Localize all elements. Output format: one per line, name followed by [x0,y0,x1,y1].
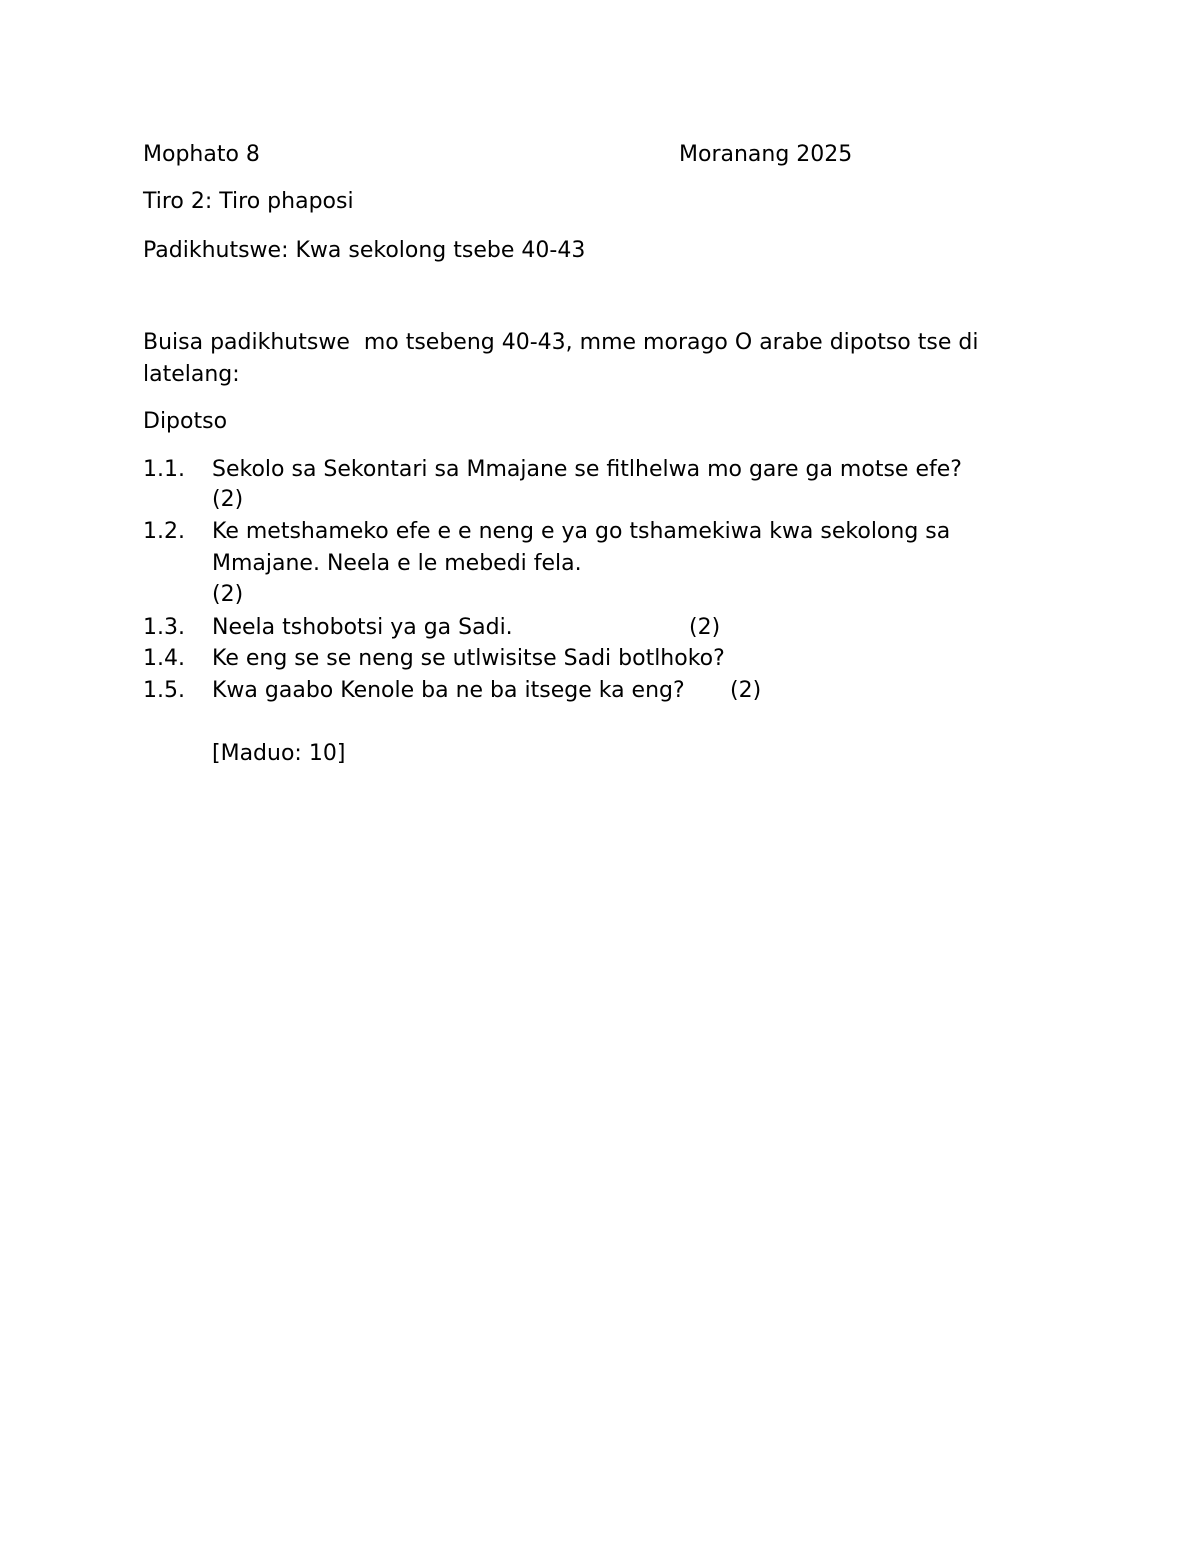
term-label: Moranang 2025 [679,142,853,167]
question-text: Neela tshobotsi ya ga Sadi. [212,615,513,640]
question-number: 1.3. [143,615,185,640]
question-number: 1.1. [143,457,185,482]
question-number: 1.5. [143,678,185,703]
question-text: Sekolo sa Sekontari sa Mmajane se fitlhelwa mo gare ga motse efe? [212,457,962,482]
grade-label: Mophato 8 [143,142,260,167]
question-mark: (2) [730,678,762,703]
task-title: Tiro 2: Tiro phaposi [143,189,354,214]
reading-reference: Padikhutswe: Kwa sekolong tsebe 40-43 [143,238,586,263]
instruction-line-1: Buisa padikhutswe mo tsebeng 40-43, mme morago O arabe dipotso tse di [143,330,979,355]
question-mark: (2) [212,487,244,512]
questions-heading: Dipotso [143,409,228,434]
question-text-continued: Mmajane. Neela e le mebedi fela. [212,551,582,576]
question-mark: (2) [212,582,244,607]
total-marks: [Maduo: 10] [212,741,346,766]
question-number: 1.2. [143,519,185,544]
question-text: Kwa gaabo Kenole ba ne ba itsege ka eng? [212,678,685,703]
question-mark: (2) [689,615,721,640]
question-text: Ke eng se se neng se utlwisitse Sadi botlhoko? [212,646,725,671]
instruction-line-2: latelang: [143,362,240,387]
question-text: Ke metshameko efe e e neng e ya go tshamekiwa kwa sekolong sa [212,519,951,544]
question-number: 1.4. [143,646,185,671]
